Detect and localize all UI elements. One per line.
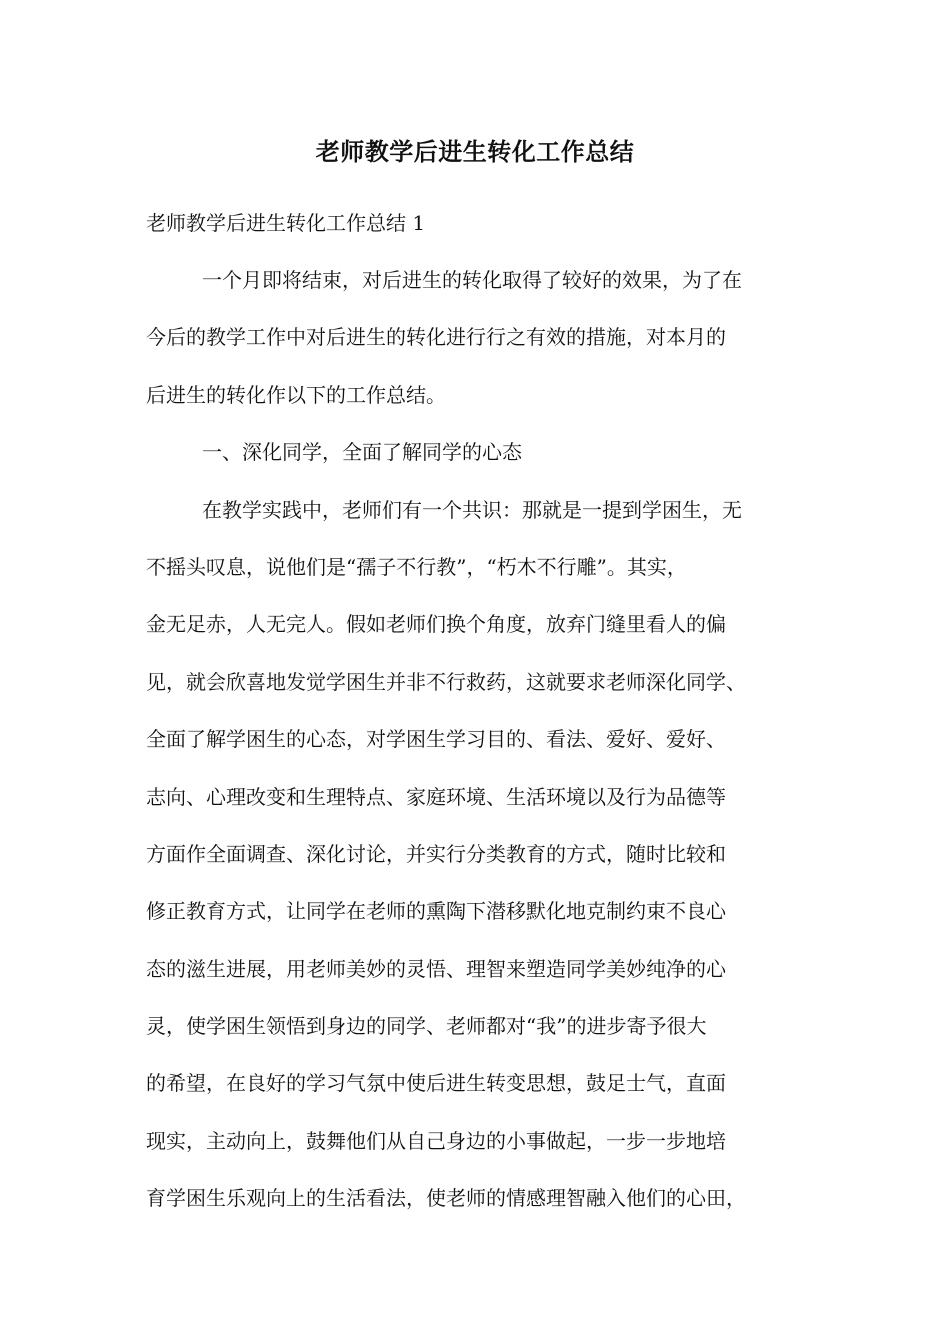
text-line: 今后的教学工作中对后进生的转化进行行之有效的措施，对本月的 — [146, 325, 726, 350]
section-subheading: 一、深化同学，全面了解同学的心态 — [202, 440, 522, 465]
text-line: 志向、心理改变和生理特点、家庭环境、生活环境以及行为品德等 — [146, 784, 726, 809]
body-text — [146, 260, 816, 1236]
text-line: 的希望，在良好的学习气氛中使后进生转变思想，鼓足士气，直面 — [146, 1071, 726, 1096]
text-line: 态的滋生进展，用老师美妙的灵悟、理智来塑造同学美妙纯净的心 — [146, 956, 726, 981]
text-line: 育学困生乐观向上的生活看法，使老师的情感理智融入他们的心田， — [146, 1186, 746, 1211]
text-line: 金无足赤，人无完人。假如老师们换个角度，放弃门缝里看人的偏 — [146, 612, 726, 637]
text-line: 不摇头叹息，说他们是“孺子不行教”，“朽木不行雕”。其实， — [146, 554, 687, 579]
text-line: 在教学实践中，老师们有一个共识：那就是一提到学困生，无 — [202, 497, 742, 522]
document-title: 老师教学后进生转化工作总结 — [315, 137, 635, 166]
text-line: 修正教育方式，让同学在老师的熏陶下潜移默化地克制约束不良心 — [146, 899, 726, 924]
text-line: 见，就会欣喜地发觉学困生并非不行救药，这就要求老师深化同学、 — [146, 669, 746, 694]
text-line: 灵，使学困生领悟到身边的同学、老师都对“我”的进步寄予很大 — [146, 1014, 707, 1039]
text-line: 一个月即将结束，对后进生的转化取得了较好的效果，为了在 — [202, 268, 742, 292]
text-line: 全面了解学困生的心态，对学困生学习目的、看法、爱好、爱好、 — [146, 727, 726, 752]
text-line: 方面作全面调查、深化讨论，并实行分类教育的方式，随时比较和 — [146, 841, 726, 866]
section-heading: 老师教学后进生转化工作总结 1 — [146, 211, 426, 235]
text-line: 后进生的转化作以下的工作总结。 — [146, 382, 446, 407]
text-line: 现实，主动向上，鼓舞他们从自己身边的小事做起，一步一步地培 — [146, 1128, 726, 1153]
